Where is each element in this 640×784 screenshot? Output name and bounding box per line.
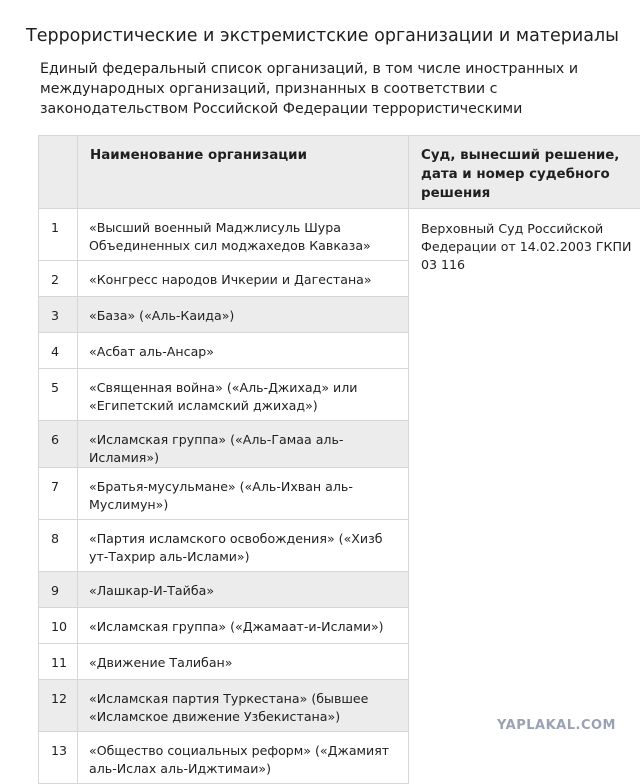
row-number: 11 — [39, 644, 78, 680]
row-number: 9 — [39, 572, 78, 608]
row-number: 8 — [39, 520, 78, 572]
organization-name: «Партия исламского освобождения» («Хизб ут-Тахрир аль-Ислами») — [78, 520, 409, 572]
organization-name: «Исламская партия Туркестана» (бывшее «Исламское движение Узбекистана») — [78, 680, 409, 732]
row-number: 4 — [39, 333, 78, 369]
court-decision-cell: Верховный Суд Российской Федерации от 14.02.2003 ГКПИ 03 116 — [409, 209, 640, 784]
row-number: 2 — [39, 261, 78, 297]
row-number: 10 — [39, 608, 78, 644]
organizations-table — [38, 135, 640, 784]
organization-name: «Асбат аль-Ансар» — [78, 333, 409, 369]
row-number: 13 — [39, 732, 78, 784]
page-title: Террористические и экстремистские организации и материалы — [26, 24, 626, 48]
organization-name: «Исламская группа» («Аль-Гамаа аль-Исламия») — [78, 421, 409, 468]
row-number: 12 — [39, 680, 78, 732]
organization-name: «Конгресс народов Ичкерии и Дагестана» — [78, 261, 409, 297]
header-number — [39, 136, 78, 209]
header-organization-name: Наименование организации — [78, 136, 409, 209]
organization-name: «Священная война» («Аль-Джихад» или «Египетский исламский джихад») — [78, 369, 409, 421]
list-description: Единый федеральный список организаций, в том числе иностранных и международных организаций, признанных в соответствии с законодательством Российской Федерации террористическими — [40, 59, 636, 119]
organization-name: «Исламская группа» («Джамаат-и-Ислами») — [78, 608, 409, 644]
row-number: 3 — [39, 297, 78, 333]
organization-name: «Братья-мусульмане» («Аль-Ихван аль-Муслимун») — [78, 468, 409, 520]
table-header-row — [39, 136, 640, 209]
row-number: 7 — [39, 468, 78, 520]
watermark: YAPLAKAL.COM — [497, 718, 616, 733]
organization-name: «Лашкар-И-Тайба» — [78, 572, 409, 608]
organization-name: «База» («Аль-Каида») — [78, 297, 409, 333]
header-court-decision: Суд, вынесший решение, дата и номер судебного решения — [409, 136, 640, 209]
organization-name: «Высший военный Маджлисуль Шура Объединенных сил моджахедов Кавказа» — [78, 209, 409, 261]
organization-name: «Общество социальных реформ» («Джамият аль-Ислах аль-Иджтимаи») — [78, 732, 409, 784]
organization-name: «Движение Талибан» — [78, 644, 409, 680]
row-number: 6 — [39, 421, 78, 468]
row-number: 1 — [39, 209, 78, 261]
row-number: 5 — [39, 369, 78, 421]
table-row — [39, 209, 640, 261]
